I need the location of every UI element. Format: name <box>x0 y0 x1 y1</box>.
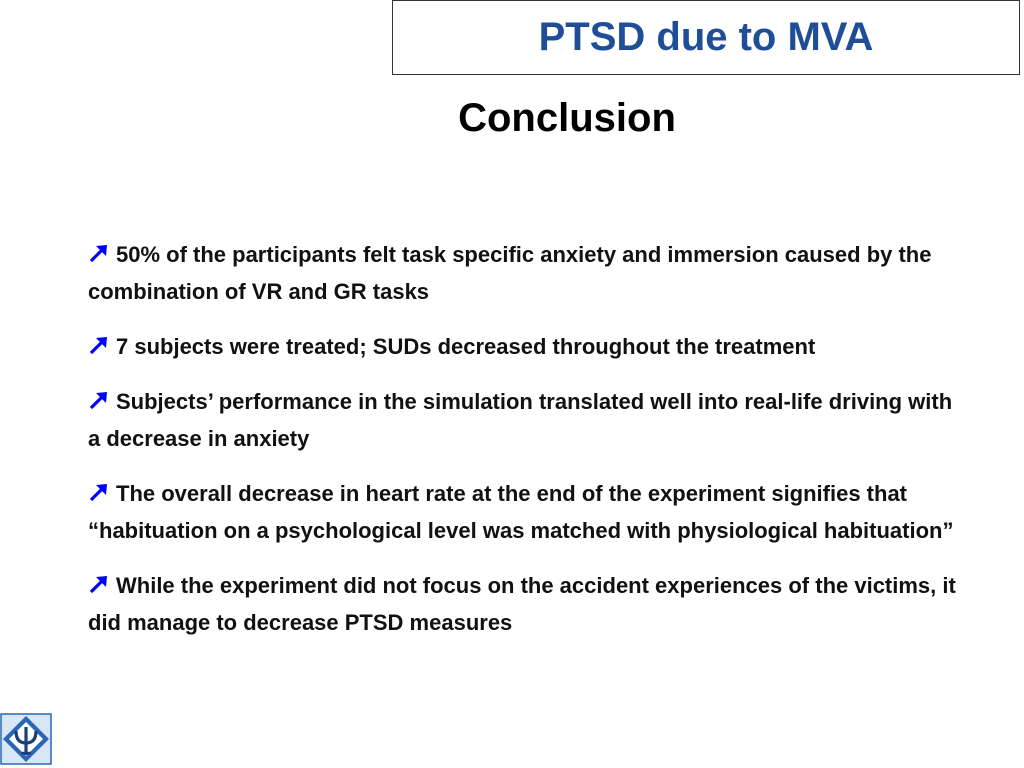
psi-logo-icon <box>0 713 52 765</box>
bullet-text: While the experiment did not focus on the accident experiences of the victims, it did manage to decrease PTSD measures <box>88 573 956 635</box>
bullet-item <box>88 383 958 457</box>
arrow-up-right-icon <box>88 389 110 411</box>
bullet-item <box>88 328 958 365</box>
bullet-list <box>88 236 958 659</box>
bullet-text: 7 subjects were treated; SUDs decreased throughout the treatment <box>116 334 816 359</box>
bullet-text: Subjects’ performance in the simulation translated well into real-life driving with a decrease in anxiety <box>88 389 953 451</box>
slide-title: PTSD due to MVA <box>538 15 874 59</box>
bullet-text: 50% of the participants felt task specific anxiety and immersion caused by the combination of VR and GR tasks <box>88 242 932 304</box>
title-box <box>392 0 1020 75</box>
arrow-up-right-icon <box>88 481 110 503</box>
arrow-up-right-icon <box>88 242 110 264</box>
bullet-item <box>88 567 958 641</box>
bullet-text: The overall decrease in heart rate at the end of the experiment signifies that “habituation on a psychological level was matched with physiological habituation” <box>88 481 954 543</box>
arrow-up-right-icon <box>88 573 110 595</box>
arrow-up-right-icon <box>88 334 110 356</box>
bullet-item <box>88 475 958 549</box>
slide-subtitle: Conclusion <box>458 96 676 140</box>
bullet-item <box>88 236 958 310</box>
